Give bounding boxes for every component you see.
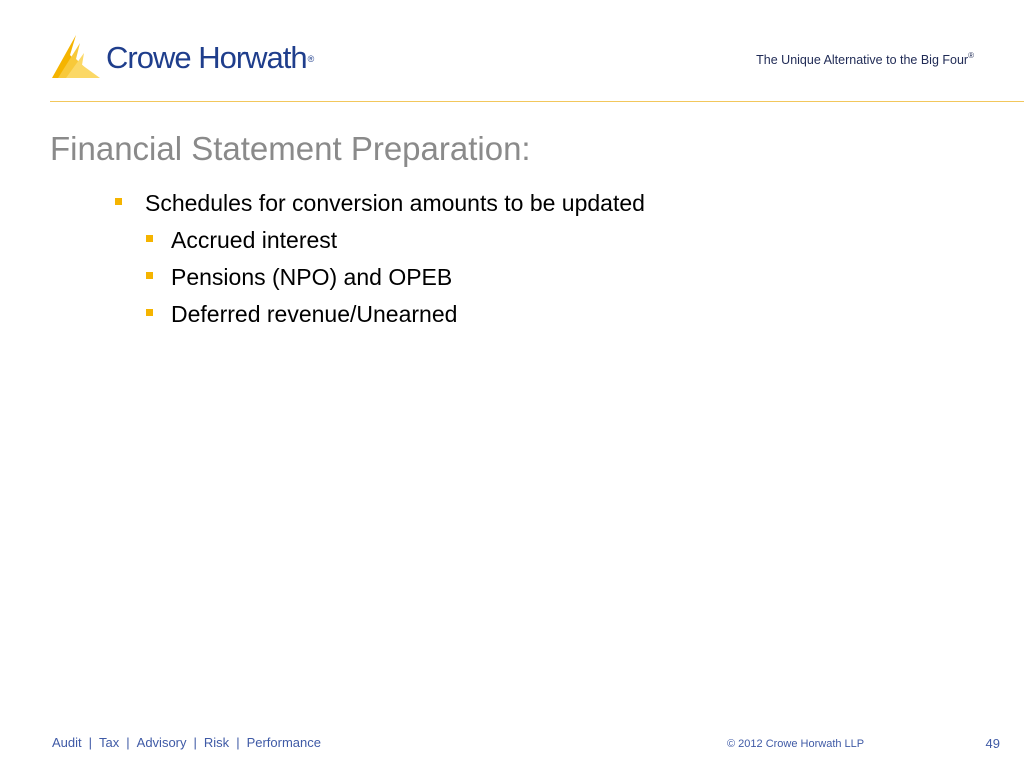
- header-divider: [50, 101, 1024, 102]
- square-bullet-icon: [146, 309, 153, 316]
- tagline-registered-mark: ®: [968, 51, 974, 60]
- square-bullet-icon: [115, 198, 122, 205]
- footer-service-audit: Audit: [52, 735, 82, 750]
- sub-bullet-item: Accrued interest: [114, 225, 645, 255]
- footer-service-tax: Tax: [99, 735, 120, 750]
- square-bullet-icon: [146, 235, 153, 242]
- slide-title: Financial Statement Preparation:: [50, 130, 531, 167]
- sub-bullet-item: Pensions (NPO) and OPEB: [114, 262, 645, 292]
- tagline: The Unique Alternative to the Big Four®: [756, 51, 974, 67]
- logo-flame-icon: [50, 33, 100, 79]
- footer-service-performance: Performance: [246, 735, 321, 750]
- footer-services: [52, 735, 321, 750]
- logo-text: Crowe Horwath®: [106, 40, 315, 75]
- square-bullet-icon: [146, 272, 153, 279]
- footer-service-risk: Risk: [203, 735, 230, 750]
- sub-bullet-item: Deferred revenue/Unearned: [114, 299, 645, 329]
- footer-separator: |: [193, 735, 197, 750]
- bullet-item: Schedules for conversion amounts to be updated: [114, 188, 645, 218]
- copyright-notice: © 2012 Crowe Horwath LLP: [727, 738, 865, 750]
- footer-separator: |: [236, 735, 240, 750]
- crowe-horwath-logo: [50, 32, 314, 80]
- footer-separator: |: [88, 735, 93, 750]
- footer-service-advisory: Advisory: [136, 735, 187, 750]
- page-number: 49: [985, 736, 1000, 751]
- footer-separator: |: [126, 735, 130, 750]
- bullet-list: [114, 188, 645, 336]
